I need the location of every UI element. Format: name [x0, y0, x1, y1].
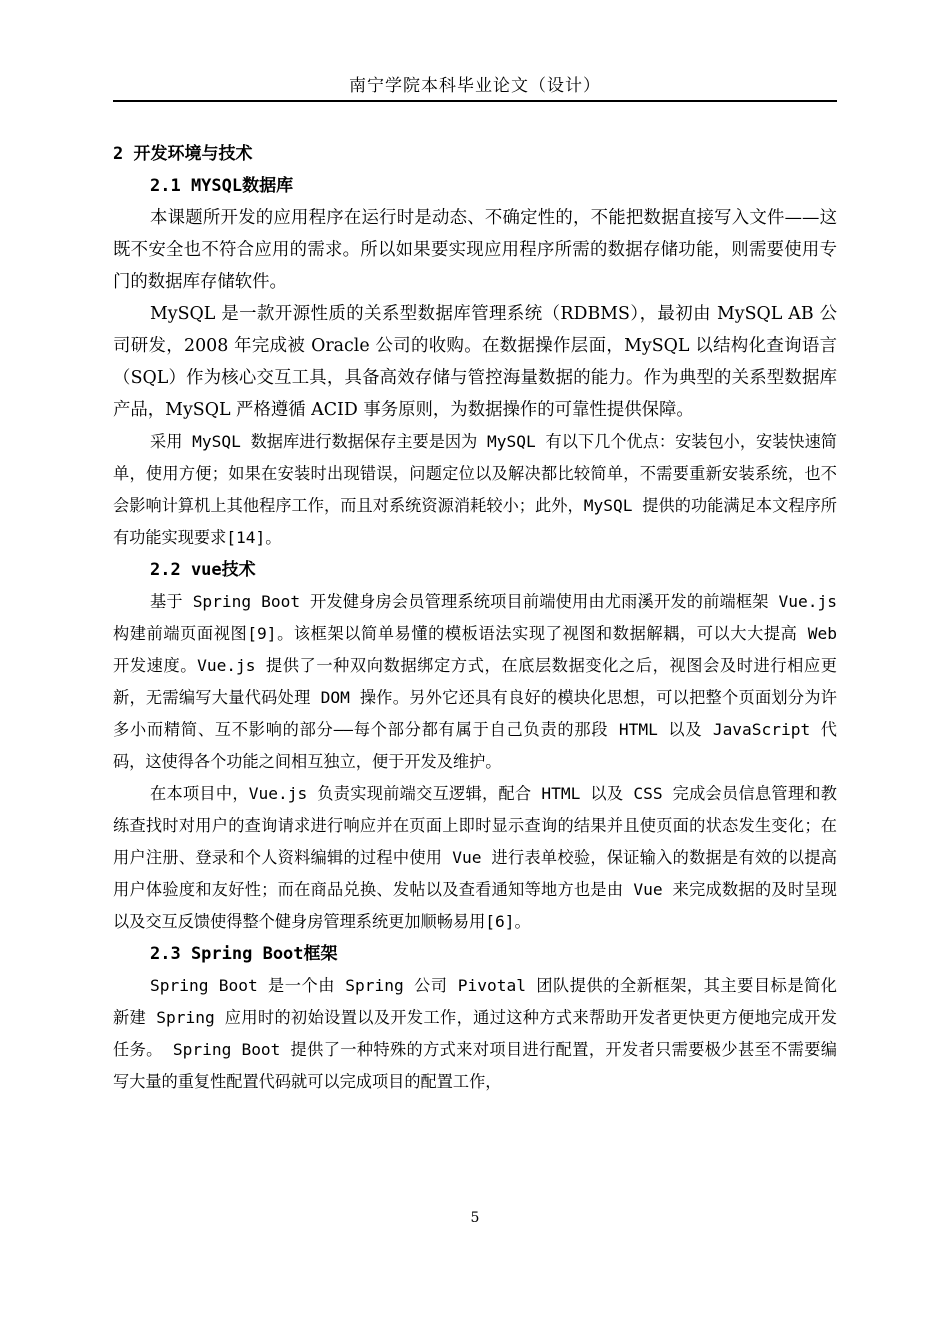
section-2-3-title: 2.3 Spring Boot框架	[150, 944, 338, 964]
paragraph: Spring Boot 是一个由 Spring 公司 Pivotal 团队提供的全新框架，其主要目标是简化新建 Spring 应用时的初始设置以及开发工作，通过这种方式来帮助开发者更快更方便地完成开发任务。 Spring Boot 提供了一种特殊的方式来对项目进行配置，开发者只需要极少甚至不需要编写大量的重复性配置代码就可以完成项目的配置工作，	[113, 976, 837, 1091]
section-2-1-title: 2.1 MYSQL数据库	[150, 176, 294, 196]
page-number: 5	[470, 1210, 480, 1226]
section-2-title: 2 开发环境与技术	[113, 144, 253, 164]
paragraph: 在本项目中，Vue.js 负责实现前端交互逻辑，配合 HTML 以及 CSS 完成会员信息管理和教练查找时对用户的查询请求进行响应并在页面上即时显示查询的结果并且使页面的状态发生变化；在用户注册、登录和个人资料编辑的过程中使用 Vue 进行表单校验，保证输入的数据是有效的以提高用户体验度和友好性；而在商品兑换、发帖以及查看通知等地方也是由 Vue 来完成数据的及时呈现以及交互反馈使得整个健身房管理系统更加顺畅易用[6]。	[113, 784, 837, 931]
page-header-title: 南宁学院本科毕业论文（设计）	[349, 76, 601, 96]
paragraph: MySQL 是一款开源性质的关系型数据库管理系统（RDBMS），最初由 MySQL AB 公司研发，2008 年完成被 Oracle 公司的收购。在数据操作层面，MySQL 以结构化查询语言（SQL）作为核心交互工具，具备高效存储与管控海量数据的能力。作为典型的关系型数据库产品，MySQL 严格遵循 ACID 事务原则，为数据操作的可靠性提供保障。	[113, 304, 837, 420]
page-content	[113, 138, 837, 1098]
paragraph: 基于 Spring Boot 开发健身房会员管理系统项目前端使用由尤雨溪开发的前端框架 Vue.js 构建前端页面视图[9]。该框架以简单易懂的模板语法实现了视图和数据解耦，可以大大提高 Web 开发速度。Vue.js 提供了一种双向数据绑定方式，在底层数据变化之后，视图会及时进行相应更新，无需编写大量代码处理 DOM 操作。另外它还具有良好的模块化思想，可以把整个页面划分为许多小而精简、互不影响的部分——每个部分都有属于自己负责的那段 HTML 以及 JavaScript 代码，这使得各个功能之间相互独立，便于开发及维护。	[113, 592, 837, 771]
header-divider	[113, 100, 837, 102]
paragraph: 本课题所开发的应用程序在运行时是动态、不确定性的，不能把数据直接写入文件——这既不安全也不符合应用的需求。所以如果要实现应用程序所需的数据存储功能，则需要使用专门的数据库存储软件。	[113, 208, 837, 292]
section-2-2-title: 2.2 vue技术	[150, 560, 256, 580]
paragraph: 采用 MySQL 数据库进行数据保存主要是因为 MySQL 有以下几个优点：安装包小，安装快速简单，使用方便；如果在安装时出现错误，问题定位以及解决都比较简单，不需要重新安装系统，也不会影响计算机上其他程序工作，而且对系统资源消耗较小；此外，MySQL 提供的功能满足本文程序所有功能实现要求[14]。	[113, 432, 837, 547]
